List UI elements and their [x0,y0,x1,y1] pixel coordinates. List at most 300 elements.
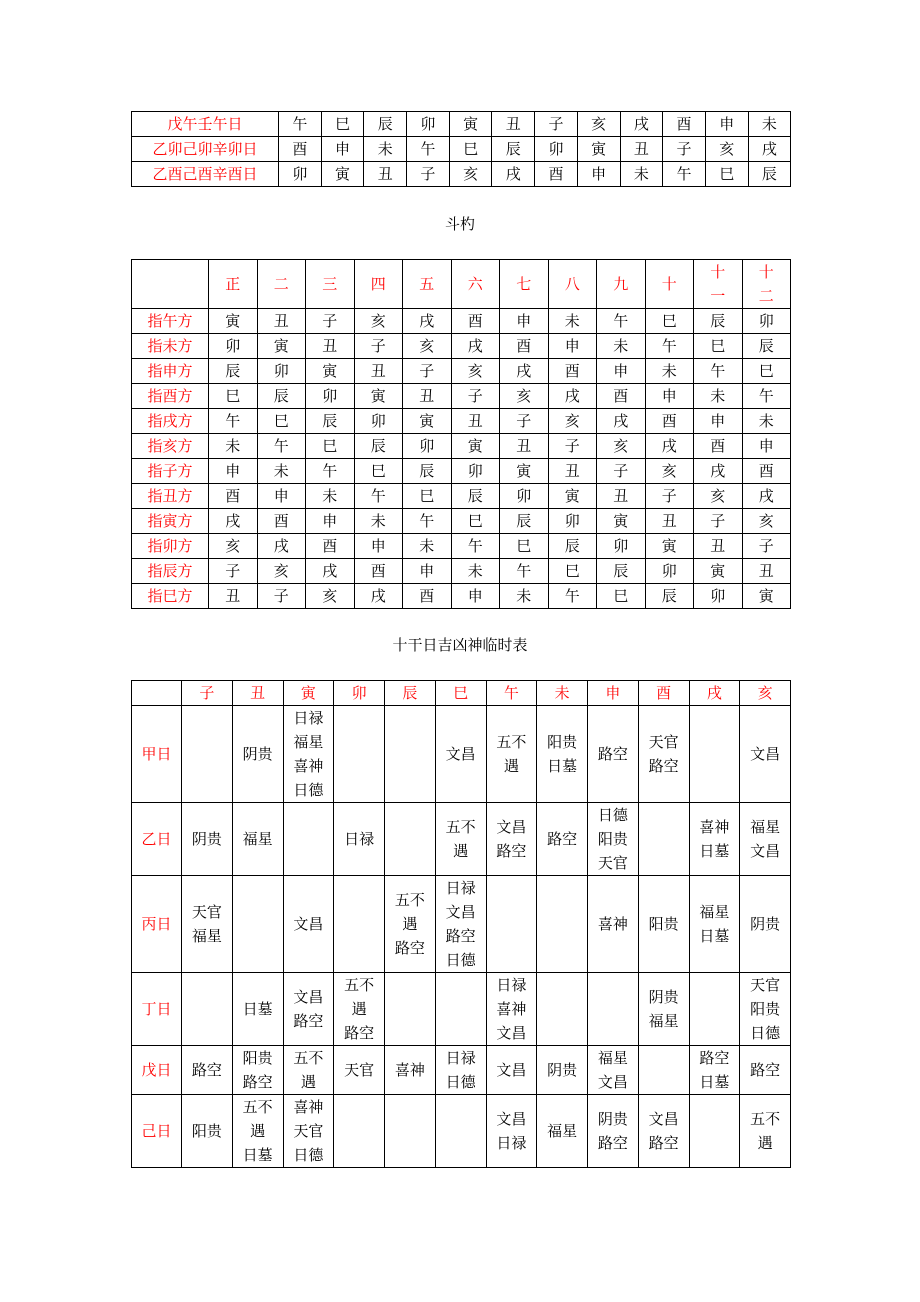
table-shigan [131,680,791,1168]
table-cell [588,973,639,1046]
month-label: 六 [467,275,483,293]
table-cell: 子 [535,112,578,137]
table-cell: 巳 [403,484,452,509]
table-cell: 戌 [209,509,258,534]
table-cell: 辰 [748,162,791,187]
table-cell: 未 [364,137,407,162]
table-cell: 阴贵 [232,706,283,803]
table-cell: 亥 [742,509,791,534]
table-cell: 申 [321,137,364,162]
table-cell: 辰 [597,559,646,584]
table-cell [385,1095,436,1168]
table-cell: 丑 [597,484,646,509]
table-cell: 午 [742,384,791,409]
month-header [500,260,549,309]
table-cell: 卯 [209,334,258,359]
table-cell: 寅 [500,459,549,484]
table-row [132,309,791,334]
shigan-title: 十干日吉凶神临时表 [392,636,528,654]
table-cell: 日禄 日德 [435,1046,486,1095]
table-cell: 巳 [306,434,355,459]
table-cell: 寅 [209,309,258,334]
table-cell: 未 [694,384,743,409]
table-cell: 阴贵 福星 [638,973,689,1046]
table-cell: 亥 [597,434,646,459]
table-cell: 卯 [354,409,403,434]
table-cell: 午 [279,112,322,137]
table-cell: 戌 [694,459,743,484]
table-row [132,973,791,1046]
table-cell: 巳 [548,559,597,584]
row-label: 指戌方 [132,409,209,434]
table-cell: 午 [209,409,258,434]
table-cell [537,973,588,1046]
branch-header: 巳 [435,681,486,706]
table-cell [385,706,436,803]
table-cell: 辰 [492,137,535,162]
table-cell: 酉 [742,459,791,484]
table-cell: 丑 [742,559,791,584]
row-label: 指丑方 [132,484,209,509]
row-label: 乙酉己酉辛酉日 [132,162,279,187]
table-cell: 福星 文昌 [740,803,791,876]
table-cell: 巳 [500,534,549,559]
table-row [132,803,791,876]
table-cell: 午 [663,162,706,187]
table-cell: 戌 [451,334,500,359]
table-cell [689,973,740,1046]
table-cell: 酉 [548,359,597,384]
table-cell: 福星 文昌 [588,1046,639,1095]
row-label: 指亥方 [132,434,209,459]
table-cell: 寅 [354,384,403,409]
header-row [132,260,791,309]
table-cell: 福星 [537,1095,588,1168]
table-cell: 天官 阳贵 日德 [740,973,791,1046]
table-cell: 申 [645,384,694,409]
table-cell: 酉 [451,309,500,334]
month-header [742,260,791,309]
table-cell: 亥 [645,459,694,484]
table-cell: 卯 [451,459,500,484]
month-label: 十二 [758,263,774,305]
row-label: 指寅方 [132,509,209,534]
table-cell: 丑 [306,334,355,359]
table-first-section [131,111,791,187]
table-cell: 子 [403,359,452,384]
table-cell: 巳 [354,459,403,484]
month-header [209,260,258,309]
table-cell: 亥 [548,409,597,434]
table-cell: 福星 [232,803,283,876]
branch-header: 未 [537,681,588,706]
table-cell: 亥 [500,384,549,409]
table-cell: 亥 [306,584,355,609]
table-cell: 卯 [597,534,646,559]
table-cell [334,706,385,803]
table-cell: 卯 [279,162,322,187]
table-cell: 酉 [535,162,578,187]
table-cell: 喜神 日墓 [689,803,740,876]
table-cell: 未 [500,584,549,609]
table-cell: 午 [451,534,500,559]
table-cell: 路空 [182,1046,233,1095]
branch-header: 卯 [334,681,385,706]
month-label: 十一 [710,263,726,305]
table-row [132,559,791,584]
branch-header: 亥 [740,681,791,706]
table-cell: 丑 [354,359,403,384]
table-cell: 未 [748,112,791,137]
row-label: 乙日 [132,803,182,876]
table-cell: 辰 [451,484,500,509]
table-cell: 未 [548,309,597,334]
month-header [257,260,306,309]
table-cell: 午 [548,584,597,609]
table-row [132,876,791,973]
row-label: 丙日 [132,876,182,973]
table-cell: 五不 遇 路空 [385,876,436,973]
table-cell: 福星 日墓 [689,876,740,973]
row-label: 指申方 [132,359,209,384]
table-cell: 卯 [548,509,597,534]
table-cell: 日禄 [334,803,385,876]
table-cell: 辰 [306,409,355,434]
table-cell: 未 [451,559,500,584]
table-cell: 阴贵 [537,1046,588,1095]
header-corner [132,681,182,706]
table-cell: 五不 遇 路空 [334,973,385,1046]
table-cell: 五不 遇 [740,1095,791,1168]
table-cell [334,1095,385,1168]
table-cell: 未 [597,334,646,359]
table-cell: 酉 [500,334,549,359]
table-cell: 酉 [306,534,355,559]
table-cell [385,803,436,876]
table-cell: 寅 [449,112,492,137]
row-label: 指子方 [132,459,209,484]
table-row [132,1046,791,1095]
table-cell: 亥 [577,112,620,137]
table-cell: 午 [403,509,452,534]
table-cell: 寅 [257,334,306,359]
table-cell: 路空 [588,706,639,803]
table-cell: 申 [354,534,403,559]
row-label: 甲日 [132,706,182,803]
table-cell: 子 [645,484,694,509]
table-cell: 日禄 喜神 文昌 [486,973,537,1046]
table-cell: 寅 [645,534,694,559]
table-cell: 阴贵 [740,876,791,973]
table-cell: 子 [694,509,743,534]
table-cell: 申 [451,584,500,609]
table-cell: 酉 [403,584,452,609]
table-cell: 未 [403,534,452,559]
row-label: 指酉方 [132,384,209,409]
month-label: 三 [322,275,338,293]
table-cell: 午 [645,334,694,359]
month-label: 七 [516,275,532,293]
table-cell: 日墓 [232,973,283,1046]
table-cell [182,973,233,1046]
table-cell: 巳 [645,309,694,334]
month-header [694,260,743,309]
month-label: 九 [613,275,629,293]
table-cell: 丑 [364,162,407,187]
table-row [132,534,791,559]
table-cell: 申 [500,309,549,334]
table-cell: 子 [663,137,706,162]
table-cell: 子 [257,584,306,609]
table-cell: 阳贵 路空 [232,1046,283,1095]
table-cell: 丑 [209,584,258,609]
table-cell: 酉 [645,409,694,434]
table-cell: 阴贵 [182,803,233,876]
table-cell: 阳贵 日墓 [537,706,588,803]
table-cell: 申 [548,334,597,359]
branch-header: 酉 [638,681,689,706]
table-cell: 辰 [742,334,791,359]
table-cell: 酉 [279,137,322,162]
table-cell: 戌 [492,162,535,187]
table-cell: 亥 [694,484,743,509]
table-cell: 午 [694,359,743,384]
table-cell: 戌 [620,112,663,137]
table-cell: 五不 遇 日墓 [232,1095,283,1168]
table-cell: 卯 [645,559,694,584]
table-cell: 未 [209,434,258,459]
table-cell: 戌 [257,534,306,559]
table-cell: 戌 [548,384,597,409]
table-cell: 卯 [535,137,578,162]
table-cell: 卯 [500,484,549,509]
table-cell: 酉 [354,559,403,584]
table-cell: 巳 [451,509,500,534]
table-cell: 巳 [742,359,791,384]
table-cell: 戌 [597,409,646,434]
table-cell: 辰 [364,112,407,137]
table-cell [689,706,740,803]
table-cell: 午 [354,484,403,509]
row-label: 指卯方 [132,534,209,559]
table-cell: 子 [742,534,791,559]
table-cell [638,1046,689,1095]
table-cell: 丑 [257,309,306,334]
table-cell: 日禄 文昌 路空 日德 [435,876,486,973]
table-cell: 巳 [694,334,743,359]
table-cell: 午 [597,309,646,334]
table-cell: 丑 [620,137,663,162]
table-cell: 日德 阳贵 天官 [588,803,639,876]
doushao-title: 斗杓 [444,215,475,233]
table-cell: 子 [354,334,403,359]
table-cell: 文昌 [435,706,486,803]
table-cell [638,803,689,876]
table-cell: 寅 [548,484,597,509]
table-cell: 卯 [306,384,355,409]
table-cell: 戌 [645,434,694,459]
row-label: 指未方 [132,334,209,359]
table-doushao [131,259,791,609]
table-cell: 戌 [742,484,791,509]
table-cell: 戌 [748,137,791,162]
row-label: 指辰方 [132,559,209,584]
table-cell: 寅 [577,137,620,162]
table-cell: 丑 [492,112,535,137]
table-cell: 午 [500,559,549,584]
table-cell: 五不 遇 [486,706,537,803]
branch-header: 子 [182,681,233,706]
table-cell: 寅 [694,559,743,584]
table-cell: 寅 [451,434,500,459]
table-cell: 子 [407,162,450,187]
table-cell: 阳贵 [182,1095,233,1168]
table-cell [689,1095,740,1168]
table-cell: 未 [306,484,355,509]
table-cell: 五不 遇 [283,1046,334,1095]
table-cell: 文昌 路空 [486,803,537,876]
table-cell: 申 [403,559,452,584]
table-cell: 巳 [209,384,258,409]
table-cell: 亥 [209,534,258,559]
table-cell: 阳贵 [638,876,689,973]
branch-header: 寅 [283,681,334,706]
table-cell: 子 [500,409,549,434]
table-cell: 五不 遇 [435,803,486,876]
table-cell: 文昌 路空 [638,1095,689,1168]
month-header [403,260,452,309]
table-cell: 巳 [597,584,646,609]
month-label: 八 [564,275,580,293]
table-row [132,359,791,384]
table-row [132,162,791,187]
table-cell: 未 [742,409,791,434]
table-cell: 卯 [257,359,306,384]
table-cell: 酉 [597,384,646,409]
table-cell: 午 [407,137,450,162]
table-cell: 申 [209,459,258,484]
table-row [132,112,791,137]
table-cell: 阴贵 路空 [588,1095,639,1168]
table-cell: 卯 [694,584,743,609]
table-cell [232,876,283,973]
table-row [132,459,791,484]
table-cell: 天官 [334,1046,385,1095]
table-row [132,1095,791,1168]
table-cell: 日禄 福星 喜神 日德 [283,706,334,803]
table-cell: 路空 [537,803,588,876]
table-row [132,334,791,359]
table-cell: 午 [306,459,355,484]
branch-header: 午 [486,681,537,706]
table-cell: 巳 [705,162,748,187]
table-cell [486,876,537,973]
table-cell: 未 [645,359,694,384]
table-row [132,409,791,434]
row-label: 丁日 [132,973,182,1046]
month-header [597,260,646,309]
table-cell: 子 [306,309,355,334]
table-cell: 路空 日墓 [689,1046,740,1095]
table-cell: 申 [742,434,791,459]
table-row [132,434,791,459]
table-cell: 子 [548,434,597,459]
table-cell: 辰 [354,434,403,459]
table-cell: 寅 [403,409,452,434]
table-row [132,384,791,409]
table-cell: 文昌 路空 [283,973,334,1046]
table-cell: 巳 [257,409,306,434]
table-cell: 申 [257,484,306,509]
branch-header: 戌 [689,681,740,706]
table-cell: 寅 [306,359,355,384]
table-cell: 亥 [451,359,500,384]
table-cell: 酉 [257,509,306,534]
month-label: 二 [273,275,289,293]
header-row [132,681,791,706]
month-header [306,260,355,309]
table-cell: 丑 [645,509,694,534]
table-cell: 卯 [742,309,791,334]
table-cell: 丑 [451,409,500,434]
row-label: 戊日 [132,1046,182,1095]
table-cell: 戌 [306,559,355,584]
branch-header: 辰 [385,681,436,706]
table-row [132,584,791,609]
branch-header: 申 [588,681,639,706]
table-cell [435,1095,486,1168]
table-cell: 未 [257,459,306,484]
table-cell [537,876,588,973]
table-cell: 戌 [500,359,549,384]
table-cell: 申 [705,112,748,137]
table-cell: 巳 [321,112,364,137]
month-label: 四 [370,275,386,293]
table-cell: 辰 [645,584,694,609]
month-header [645,260,694,309]
table-cell: 酉 [694,434,743,459]
table-cell: 喜神 [385,1046,436,1095]
table-cell: 申 [577,162,620,187]
header-corner [132,260,209,309]
table-row [132,484,791,509]
table-row [132,137,791,162]
table-cell [385,973,436,1046]
table-cell: 辰 [694,309,743,334]
table-cell [182,706,233,803]
table-cell: 天官 福星 [182,876,233,973]
table-cell: 寅 [597,509,646,534]
table-cell: 亥 [257,559,306,584]
row-label: 己日 [132,1095,182,1168]
table-cell: 亥 [354,309,403,334]
table-cell: 辰 [548,534,597,559]
table-cell: 戌 [403,309,452,334]
table-cell: 酉 [209,484,258,509]
table-cell: 亥 [449,162,492,187]
table-cell: 寅 [321,162,364,187]
table-cell: 丑 [694,534,743,559]
table-cell: 文昌 日禄 [486,1095,537,1168]
table-cell: 卯 [403,434,452,459]
table-cell: 酉 [663,112,706,137]
table-cell: 午 [257,434,306,459]
row-label: 指午方 [132,309,209,334]
table-cell: 寅 [742,584,791,609]
month-label: 正 [225,275,241,293]
table-cell: 路空 [740,1046,791,1095]
table-cell: 丑 [500,434,549,459]
